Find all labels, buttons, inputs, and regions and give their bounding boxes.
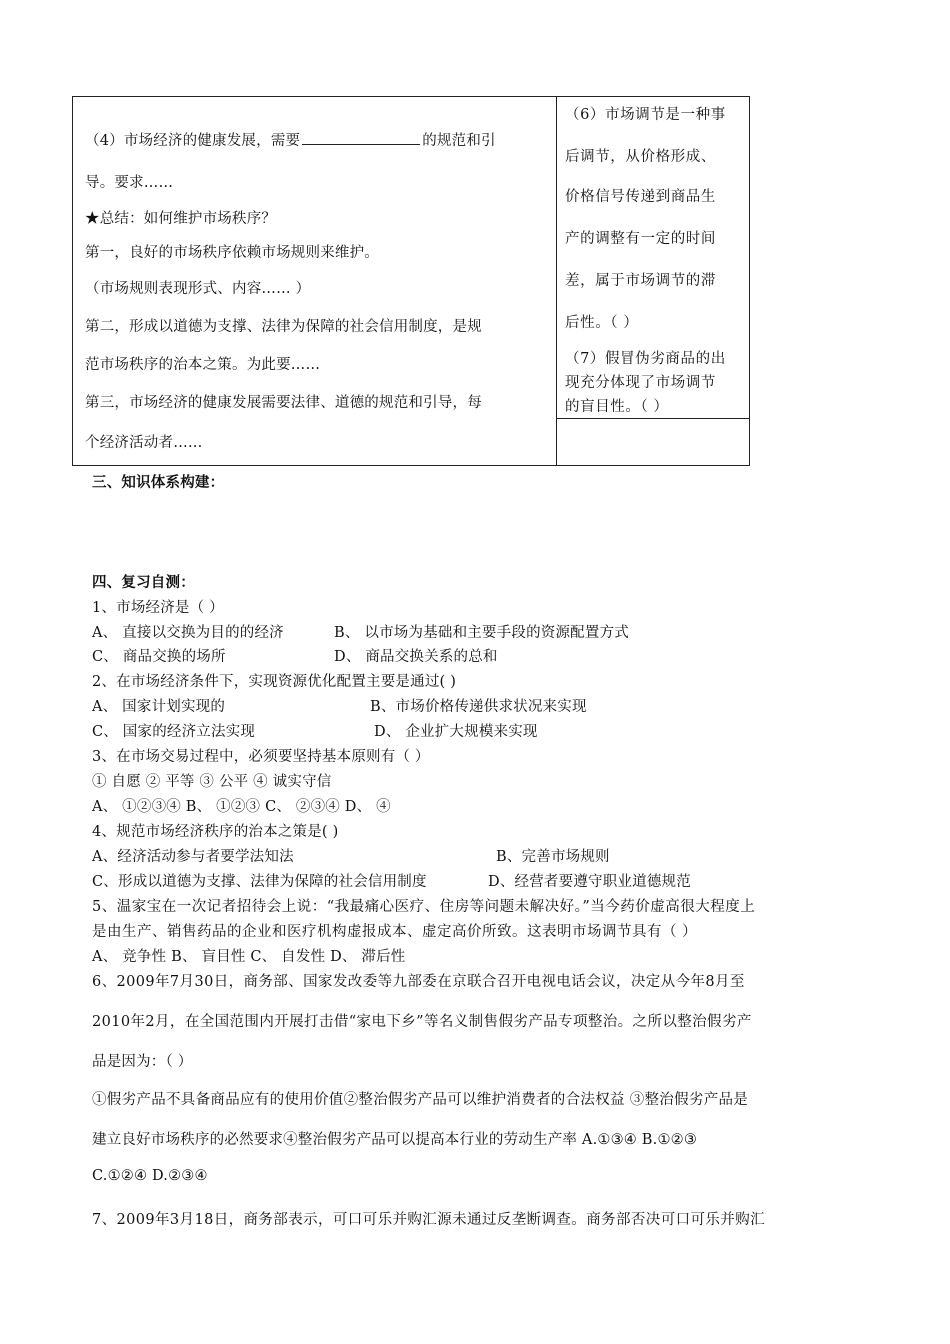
question-5-line-2: 是由生产、销售药品的企业和医疗机构虚报成本、虚定高价所致。这表明市场调节具有（ ） xyxy=(92,924,698,940)
question-1-stem: 1、市场经济是（ ） xyxy=(92,600,224,616)
question-4-stem: 4、规范市场经济秩序的治本之策是( ) xyxy=(92,824,339,840)
right-line-1: （6）市场调节是一种事 xyxy=(565,107,726,123)
right-line-3: 价格信号传递到商品生 xyxy=(565,189,716,205)
right-line-6: 后性。（ ） xyxy=(565,315,639,331)
question-6-line-2: 2010年2月，在全国范围内开展打击借“家电下乡”等名义制售假劣产品专项整治。之所以整治假劣产 xyxy=(92,1014,752,1030)
question-1-option-c: C、 商品交换的场所 xyxy=(92,649,226,665)
question-2-stem: 2、在市场经济条件下，实现资源优化配置主要是通过( ) xyxy=(92,674,457,690)
question-4-option-b: B、完善市场规则 xyxy=(496,849,610,865)
right-line-8: 现充分体现了市场调节 xyxy=(565,375,716,391)
question-6-line-4: ①假劣产品不具备商品应有的使用价值②整治假劣产品可以维护消费者的合法权益 ③整治假劣产品是 xyxy=(92,1092,749,1108)
question-5-options: A、 竞争性 B、 盲目性 C、 自发性 D、 滞后性 xyxy=(92,949,406,965)
left-line-6: 第二，形成以道德为支撑、法律为保障的社会信用制度，是规 xyxy=(85,319,482,335)
question-6-line-3: 品是因为：（ ） xyxy=(92,1054,193,1070)
right-line-9: 的盲目性。（ ） xyxy=(565,399,669,415)
left-line-3: ★总结：如何维护市场秩序？ xyxy=(85,211,277,227)
question-3-stem: 3、在市场交易过程中，必须要坚持基本原则有（ ） xyxy=(92,749,430,765)
question-6-line-5: 建立良好市场秩序的必然要求④整治假劣产品可以提高本行业的劳动生产率 A.①③④ B.①②③ xyxy=(92,1132,698,1148)
question-2-option-a: A、 国家计划实现的 xyxy=(92,699,226,715)
question-3-options: A、 ①②③④ B、 ①②③ C、 ②③④ D、 ④ xyxy=(92,799,391,815)
left-line-2: 导。要求…… xyxy=(85,175,174,191)
question-6-line-6: C.①②④ D.②③④ xyxy=(92,1168,208,1184)
right-line-4: 产的调整有一定的时间 xyxy=(565,231,716,247)
question-3-items: ① 自愿 ② 平等 ③ 公平 ④ 诚实守信 xyxy=(92,774,332,790)
question-4-option-a: A、经济活动参与者要学法知法 xyxy=(92,849,294,865)
left-line-7: 范市场秩序的治本之策。为此要…… xyxy=(85,357,321,373)
fill-in-blank[interactable] xyxy=(302,130,420,145)
left-line-5: （市场规则表现形式、内容…… ） xyxy=(85,281,311,297)
section-3-heading: 三、知识体系构建： xyxy=(92,474,225,491)
right-line-7: （7）假冒伪劣商品的出 xyxy=(565,351,726,367)
question-1-option-a: A、 直接以交换为目的的经济 xyxy=(92,625,284,641)
right-line-2: 后调节，从价格形成、 xyxy=(565,149,716,165)
question-4-option-d: D、经营者要遵守职业道德规范 xyxy=(488,874,691,890)
question-2-option-c: C、 国家的经济立法实现 xyxy=(92,724,256,740)
question-2-option-d: D、 企业扩大规模来实现 xyxy=(374,724,538,740)
left-line-1: （4）市场经济的健康发展，需要 的规范和引 xyxy=(85,129,496,150)
content-table xyxy=(72,96,750,466)
right-line-5: 差，属于市场调节的滞 xyxy=(565,273,716,289)
row-divider xyxy=(557,418,750,419)
question-2-option-b: B、市场价格传递供求状况来实现 xyxy=(370,699,587,715)
question-4-option-c: C、形成以道德为支撑、法律为保障的社会信用制度 xyxy=(92,874,427,890)
question-1-option-d: D、 商品交换关系的总和 xyxy=(334,649,498,665)
question-5-line-1: 5、温家宝在一次记者招待会上说：“我最痛心医疗、住房等问题未解决好。”当今药价虚高很大程度上 xyxy=(92,899,756,915)
column-divider xyxy=(556,97,557,465)
left-line-8: 第三，市场经济的健康发展需要法律、道德的规范和引导，每 xyxy=(85,395,482,411)
question-6-line-1: 6、2009年7月30日，商务部、国家发改委等九部委在京联合召开电视电话会议，决定从今年8月至 xyxy=(92,974,745,990)
section-4-heading: 四、复习自测： xyxy=(92,574,195,591)
question-1-option-b: B、 以市场为基础和主要手段的资源配置方式 xyxy=(334,625,629,641)
left-line-9: 个经济活动者…… xyxy=(85,435,203,451)
question-7-line-1: 7、2009年3月18日，商务部表示，可口可乐并购汇源未通过反垄断调查。商务部否决可口可乐并购汇 xyxy=(92,1212,765,1228)
left-line-4: 第一，良好的市场秩序依赖市场规则来维护。 xyxy=(85,245,379,261)
